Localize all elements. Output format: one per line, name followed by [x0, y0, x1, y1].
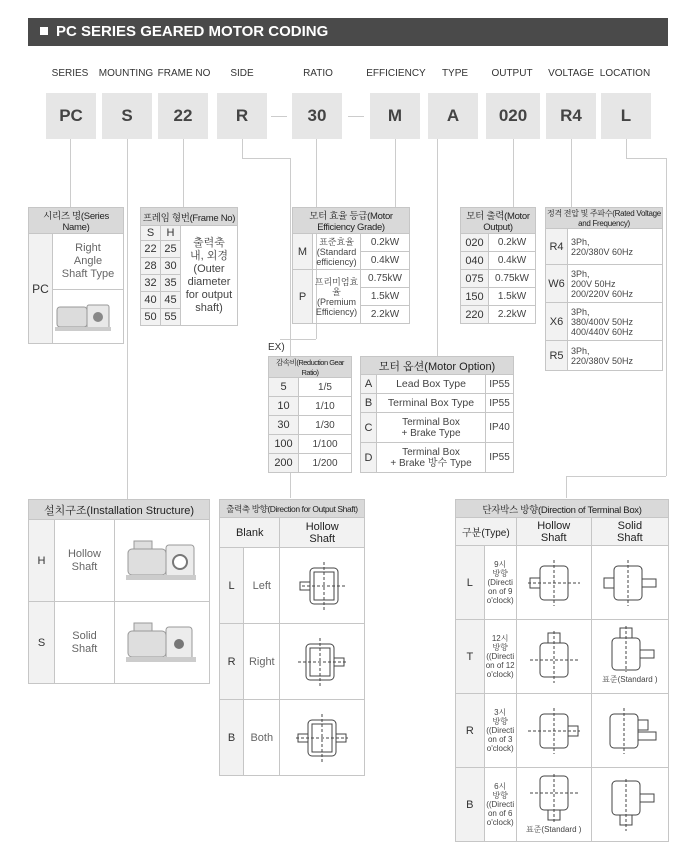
motor-option-table [360, 356, 514, 473]
frame-h-value: 55 [161, 309, 181, 326]
connector-line [666, 158, 667, 476]
frame-desc-line: (Outer [193, 262, 225, 275]
frame-h-value: 35 [161, 275, 181, 292]
terminal-line: on of 9 [487, 587, 513, 596]
solid-terminal-left-icon [600, 558, 660, 608]
left-shaft-drawing-icon [292, 558, 352, 614]
terminal-header: 단자박스 방향(Direction of Terminal Box) [456, 500, 669, 518]
connector-line [280, 339, 316, 340]
frame-header: 프레임 형번(Frame No) [141, 208, 238, 226]
terminal-line: o'clock) [486, 670, 514, 679]
hollow-terminal-top-icon [526, 629, 582, 685]
efficiency-name-line: efficiency) [316, 256, 357, 267]
efficiency-table [292, 207, 410, 324]
frame-table [140, 207, 238, 326]
frame-col-h: H [161, 226, 181, 241]
voltage-line: 380/400V 50Hz [571, 316, 634, 327]
direction-label: Right [244, 624, 280, 700]
option-code: A [361, 375, 377, 394]
efficiency-code: M [293, 234, 313, 270]
terminal-line: 3시 [494, 708, 507, 717]
terminal-line: ((Directi [486, 800, 515, 809]
direction-col2-line: Hollow [305, 520, 339, 533]
code-separator [348, 116, 364, 117]
terminal-code: B [456, 768, 485, 842]
code-box-ratio: 30 [292, 93, 342, 139]
installation-header: 설치구조(Installation Structure) [29, 500, 210, 520]
ratio-code: 5 [269, 378, 299, 397]
output-value: 2.2kW [489, 306, 536, 324]
efficiency-name-line: (Standard [316, 246, 357, 257]
terminal-table [455, 499, 669, 842]
ratio-value: 1/200 [299, 454, 352, 473]
terminal-line: on of 6 [487, 809, 513, 818]
efficiency-value: 1.5kW [361, 288, 410, 306]
hollow-terminal-left-icon [526, 558, 582, 608]
code-box-output: 020 [486, 93, 540, 139]
voltage-line: 3Ph, [571, 306, 590, 317]
connector-line [571, 139, 572, 207]
terminal-line: on of 12 [485, 661, 515, 670]
direction-code: B [220, 700, 244, 776]
ratio-code: 30 [269, 416, 299, 435]
voltage-line: 3Ph, [571, 268, 590, 279]
output-code: 020 [461, 234, 489, 252]
terminal-col1-line: Shaft [540, 531, 567, 544]
terminal-line: ((Directi [486, 726, 515, 735]
terminal-col0: 구분(Type) [456, 518, 517, 546]
connector-line [626, 158, 666, 159]
series-desc-line: Shaft Type [61, 268, 115, 280]
solid-terminal-right-icon [600, 706, 660, 756]
output-code: 150 [461, 288, 489, 306]
installation-line: Shaft [71, 642, 98, 655]
direction-code: R [220, 624, 244, 700]
option-line: Terminal Box [402, 416, 460, 428]
output-code: 075 [461, 270, 489, 288]
terminal-line: on of 3 [487, 735, 513, 744]
option-ip: IP55 [486, 394, 514, 413]
option-code: C [361, 413, 377, 443]
solid-terminal-bottom-icon [600, 777, 660, 833]
voltage-code: R4 [546, 229, 568, 265]
terminal-code: T [456, 620, 485, 694]
frame-h-value: 25 [161, 241, 181, 258]
installation-line: Hollow [67, 547, 101, 560]
option-code: D [361, 443, 377, 473]
hollow-shaft-motor-image [122, 533, 202, 589]
page-title [28, 18, 668, 46]
terminal-line: o'clock) [486, 744, 514, 753]
title-text: PC SERIES GEARED MOTOR CODING [56, 23, 329, 40]
ratio-value: 1/5 [299, 378, 352, 397]
voltage-table [545, 207, 663, 371]
right-shaft-drawing-icon [292, 634, 352, 690]
label-side: SIDE [230, 68, 254, 79]
option-line: + Brake 방수 Type [390, 457, 472, 469]
frame-desc-line: 출력축 [193, 236, 225, 249]
direction-table [219, 499, 365, 776]
standard-badge: 표준(Standard ) [602, 675, 658, 684]
connector-line [127, 139, 128, 499]
terminal-col2-line: Solid [617, 519, 643, 532]
option-code: B [361, 394, 377, 413]
efficiency-name-line: 표준효율 [319, 236, 354, 247]
frame-h-value: 30 [161, 258, 181, 275]
option-line: Terminal Box [402, 446, 460, 458]
terminal-col2-line: Shaft [617, 531, 643, 544]
both-shaft-drawing-icon [292, 710, 352, 766]
terminal-line: o'clock) [486, 818, 514, 827]
series-code: PC [29, 234, 53, 344]
efficiency-value: 0.2kW [361, 234, 410, 252]
efficiency-value: 0.75kW [361, 270, 410, 288]
ratio-value: 1/30 [299, 416, 352, 435]
voltage-code: W6 [546, 265, 568, 303]
frame-s-value: 50 [141, 309, 161, 326]
connector-line [395, 139, 396, 207]
frame-desc-line: shaft) [195, 301, 223, 314]
efficiency-name-line: 프리미엄효율 [314, 276, 359, 297]
connector-line [513, 139, 514, 207]
voltage-line: 400/440V 60Hz [571, 326, 634, 337]
code-separator [271, 116, 287, 117]
label-output: OUTPUT [491, 68, 533, 79]
terminal-code: L [456, 546, 485, 620]
frame-s-value: 28 [141, 258, 161, 275]
terminal-line: 방향 [492, 791, 508, 800]
direction-header: 출력축 방향(Direction for Output Shaft) [220, 500, 365, 518]
voltage-code: R5 [546, 341, 568, 371]
solid-terminal-top-icon [600, 624, 660, 674]
voltage-line: 220/380V 60Hz [571, 246, 634, 257]
ratio-example-label: EX) [268, 342, 285, 353]
ratio-value: 1/10 [299, 397, 352, 416]
frame-desc-line: diameter [187, 275, 231, 288]
installation-line: Solid [72, 629, 97, 642]
direction-col2-line: Shaft [309, 532, 336, 545]
motor-option-header: 모터 옵션(Motor Option) [361, 357, 514, 375]
option-line: + Brake Type [401, 427, 461, 439]
output-value: 0.2kW [489, 234, 536, 252]
ratio-header: 감속비(Reduction Gear Ratio) [269, 357, 352, 378]
output-value: 0.75kW [489, 270, 536, 288]
option-ip: IP55 [486, 375, 514, 394]
installation-code: H [29, 520, 55, 602]
code-box-location: L [601, 93, 651, 139]
efficiency-header: 모터 효율 등급(Motor Efficiency Grade) [293, 208, 410, 234]
option-ip: IP40 [486, 413, 514, 443]
terminal-line: 방향 [492, 643, 508, 652]
code-box-mounting: S [102, 93, 152, 139]
terminal-line: 방향 [492, 717, 508, 726]
direction-label: Left [244, 548, 280, 624]
connector-line [437, 139, 438, 357]
voltage-line: 220/380V 50Hz [571, 355, 634, 366]
code-box-efficiency: M [370, 93, 420, 139]
terminal-line: (Directi [487, 578, 513, 587]
ratio-code: 200 [269, 454, 299, 473]
ratio-code: 100 [269, 435, 299, 454]
label-mounting: MOUNTING [98, 68, 154, 79]
connector-line [566, 476, 666, 477]
voltage-line: 200V 50Hz [571, 278, 616, 289]
frame-s-value: 22 [141, 241, 161, 258]
series-header: 시리즈 명(Series Name) [29, 208, 124, 234]
output-code: 040 [461, 252, 489, 270]
direction-code: L [220, 548, 244, 624]
efficiency-value: 0.4kW [361, 252, 410, 270]
efficiency-name-line: Efficiency) [315, 306, 358, 317]
code-box-type: A [428, 93, 478, 139]
frame-col-s: S [141, 226, 161, 241]
connector-line [242, 158, 290, 159]
geared-motor-image [53, 299, 115, 335]
terminal-col1-line: Hollow [537, 519, 571, 532]
square-bullet-icon [40, 27, 48, 35]
label-voltage: VOLTAGE [548, 68, 594, 79]
efficiency-name-line: (Premium [316, 296, 356, 307]
installation-table [28, 499, 210, 684]
code-box-side: R [217, 93, 267, 139]
output-code: 220 [461, 306, 489, 324]
label-efficiency: EFFICIENCY [366, 68, 426, 79]
frame-desc-line: 내, 외경 [190, 249, 228, 262]
direction-col1: Blank [220, 518, 280, 548]
direction-label: Both [244, 700, 280, 776]
option-line: Lead Box Type [396, 378, 466, 390]
output-value: 1.5kW [489, 288, 536, 306]
connector-line [183, 139, 184, 209]
efficiency-value: 2.2kW [361, 306, 410, 324]
terminal-line: o'clock) [486, 596, 514, 605]
output-table [460, 207, 536, 324]
code-box-series: PC [46, 93, 96, 139]
code-box-voltage: R4 [546, 93, 596, 139]
voltage-header: 정격 전압 및 주파수(Rated Voltage and Frequency) [547, 209, 661, 228]
label-frame-no: FRAME NO [157, 68, 211, 79]
hollow-terminal-right-icon [526, 706, 582, 756]
terminal-line: 12시 [491, 634, 509, 643]
frame-s-value: 32 [141, 275, 161, 292]
series-table [28, 207, 124, 344]
ratio-code: 10 [269, 397, 299, 416]
installation-line: Shaft [71, 560, 98, 573]
frame-desc-line: for output [185, 288, 233, 301]
efficiency-code: P [293, 270, 313, 324]
voltage-code: X6 [546, 303, 568, 341]
series-desc-line: Right [75, 242, 101, 254]
output-header: 모터 출력(Motor Output) [461, 208, 536, 234]
hollow-terminal-bottom-icon [526, 772, 582, 824]
connector-line [242, 139, 243, 159]
voltage-line: 200/220V 60Hz [571, 288, 634, 299]
label-type: TYPE [441, 68, 469, 79]
connector-line [626, 139, 627, 159]
ratio-table [268, 356, 352, 473]
terminal-line: 9시 [494, 560, 507, 569]
terminal-line: ((Directi [486, 652, 515, 661]
terminal-code: R [456, 694, 485, 768]
label-location: LOCATION [599, 68, 651, 79]
connector-line [70, 139, 71, 209]
voltage-line: 3Ph, [571, 236, 590, 247]
option-line: Terminal Box Type [387, 397, 475, 409]
frame-h-value: 45 [161, 292, 181, 309]
voltage-line: 3Ph, [571, 345, 590, 356]
terminal-line: 방향 [492, 569, 508, 578]
option-ip: IP55 [486, 443, 514, 473]
terminal-line: 6시 [494, 782, 507, 791]
series-desc-line: Angle [73, 255, 103, 267]
connector-line [566, 476, 567, 498]
label-ratio: RATIO [303, 68, 333, 79]
label-series: SERIES [51, 68, 89, 79]
frame-s-value: 40 [141, 292, 161, 309]
installation-code: S [29, 602, 55, 684]
standard-badge: 표준(Standard ) [525, 825, 582, 834]
code-box-frame-no: 22 [158, 93, 208, 139]
ratio-value: 1/100 [299, 435, 352, 454]
solid-shaft-motor-image [122, 615, 202, 671]
output-value: 0.4kW [489, 252, 536, 270]
